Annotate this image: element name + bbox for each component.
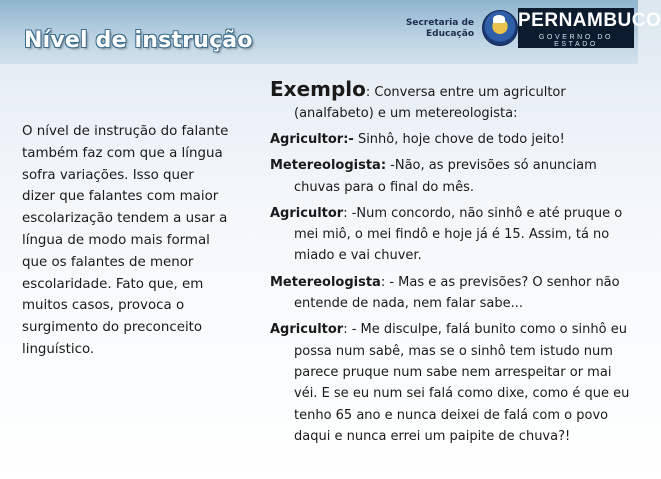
brand-box bbox=[518, 8, 661, 48]
explanation-text: O nível de instrução do falante também faz com que a língua sofra variações. Isso quer dizer que falantes com maior escolarização tendem a usar a língua de modo mais formal que os falantes de menor escolaridade. Fato que, em muitos casos, provoca o surgimento do preconceito linguístico. bbox=[22, 124, 229, 357]
dialogue-line bbox=[270, 155, 630, 198]
speech-text: : - Me disculpe, falá bunito como o sinhô eu possa num sabê, mas se o sinhô tem istudo num parece pruque num sabe nem arrespeitar or mai véi. E se eu num sei falá como dixe, como é que eu tenho 65 ano e nunca deixei de falá com o povo daqui e nunca errei um paipite de chuva?! bbox=[294, 322, 630, 444]
dialogue-line bbox=[270, 319, 630, 447]
example-label: Exemplo bbox=[270, 77, 366, 101]
speaker-name: Metereologista bbox=[270, 274, 381, 290]
dialogue-line bbox=[270, 129, 630, 150]
speech-text: Sinhô, hoje chove de todo jeito! bbox=[353, 132, 565, 147]
speech-text: : - Mas e as previsões? O senhor não entende de nada, nem falar sabe... bbox=[294, 274, 620, 312]
header-bar bbox=[0, 0, 661, 64]
brand-name: PERNAMBUCO bbox=[518, 10, 661, 31]
dialogue-line bbox=[270, 272, 630, 315]
example-intro bbox=[270, 79, 630, 124]
example-section bbox=[270, 79, 630, 447]
government-logo bbox=[394, 4, 661, 52]
state-seal-icon bbox=[482, 10, 518, 46]
brand-subtitle: GOVERNO DO ESTADO bbox=[538, 34, 614, 48]
page-title: Nível de instrução bbox=[24, 28, 253, 53]
dialogue-line bbox=[270, 203, 630, 267]
speech-text: : -Num concordo, não sinhô e até pruque o mei miô, o mei findô e hoje já é 15. Assim, tá no miado e vai chuver. bbox=[294, 205, 623, 264]
speaker-name: Agricultor bbox=[270, 322, 344, 338]
speaker-name: Metereologista: bbox=[270, 158, 387, 174]
secretaria-line-2: Educação bbox=[426, 29, 474, 39]
speaker-name: Agricultor bbox=[270, 205, 344, 221]
secretaria-label bbox=[394, 18, 474, 40]
speech-text: -Não, as previsões só anunciam chuvas para o final do mês. bbox=[294, 158, 597, 195]
example-intro-text: : Conversa entre um agricultor (analfabeto) e um metereologista: bbox=[294, 85, 566, 121]
speaker-name: Agricultor:- bbox=[270, 132, 354, 147]
secretaria-line-1: Secretaria de bbox=[405, 18, 474, 28]
